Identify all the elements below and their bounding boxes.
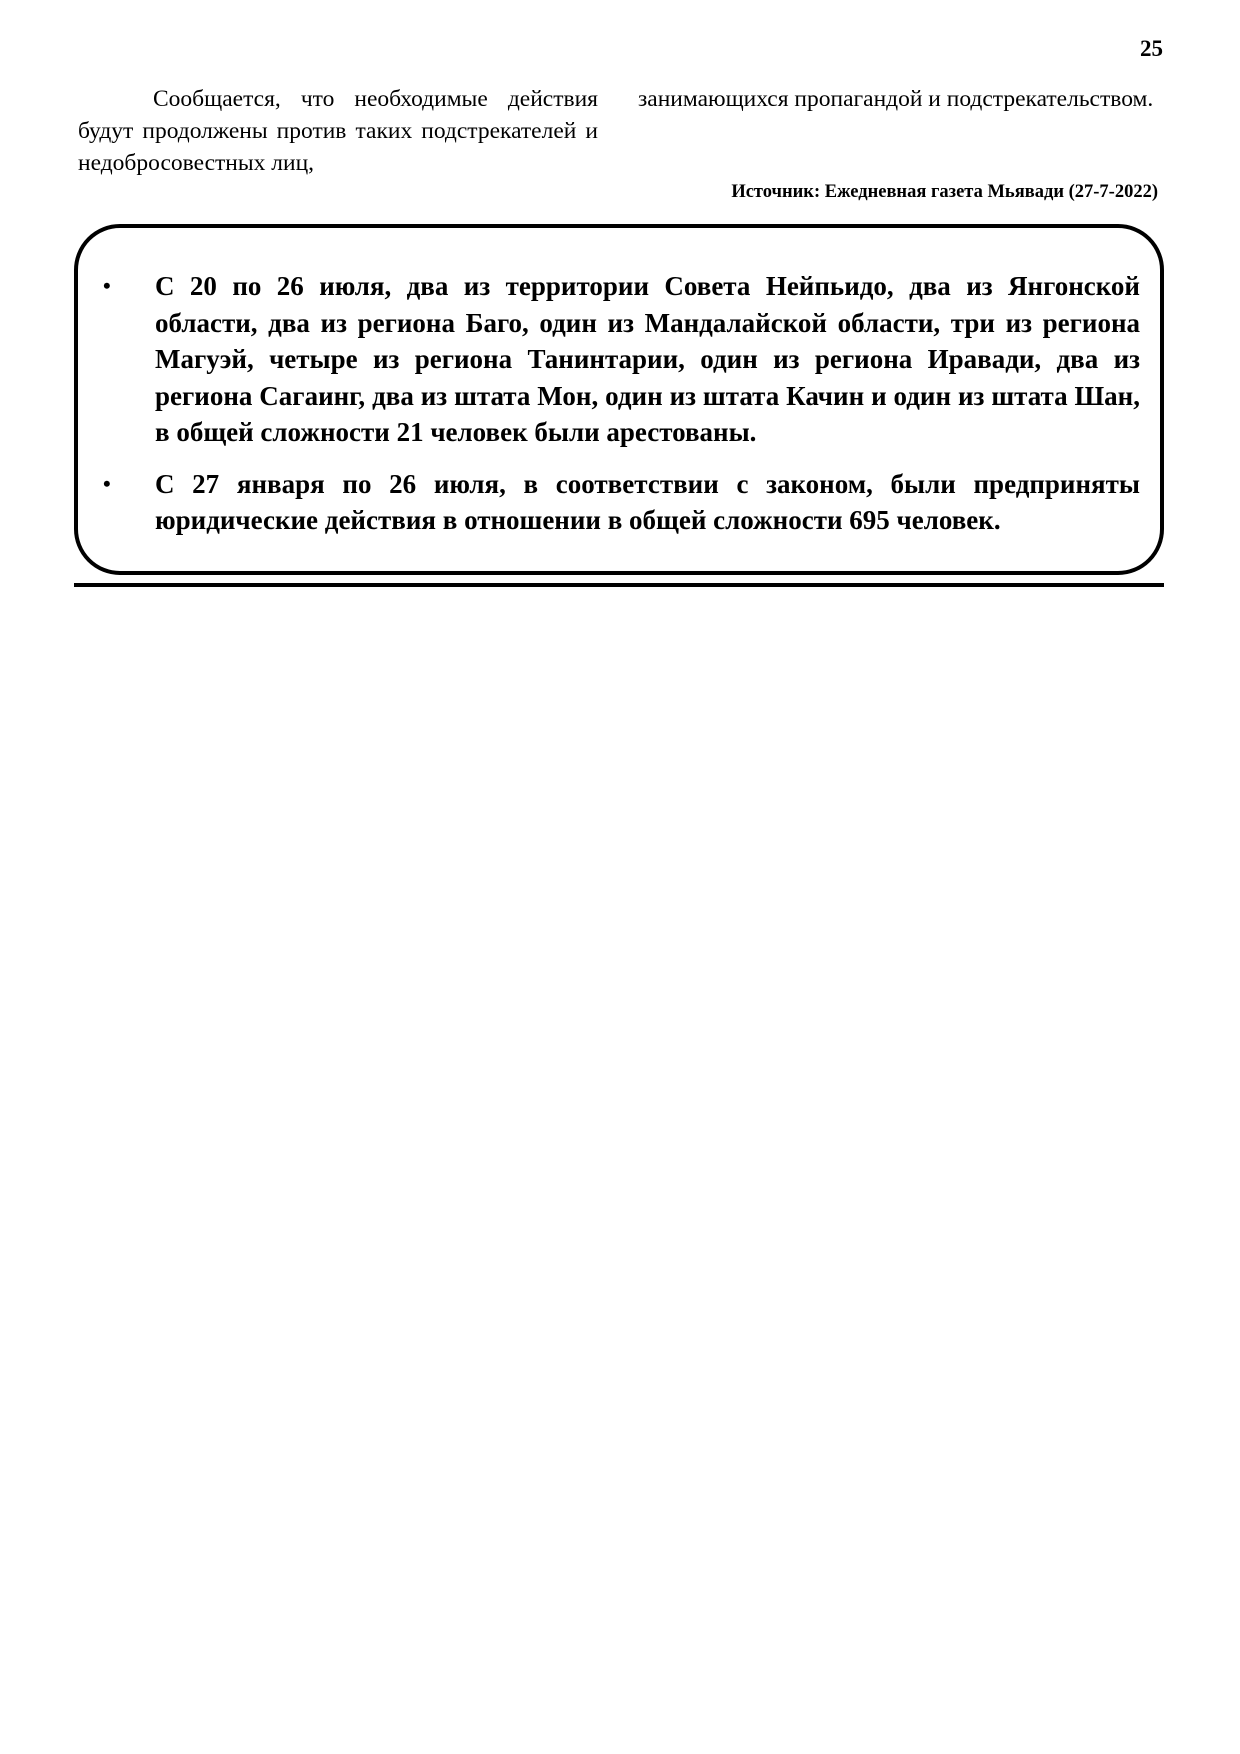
page-number: 25	[1140, 36, 1163, 61]
intro-column-right	[638, 83, 1158, 115]
source-citation: Источник: Ежедневная газета Мьявади (27-7-2022)	[731, 182, 1158, 202]
intro-column-left	[78, 83, 598, 179]
summary-item-arrests	[98, 268, 1140, 451]
intro-paragraph-start: Сообщается, что необходимые действия будут продолжены против таких подстрекателей и недобросовестных лиц,	[78, 86, 598, 176]
summary-box	[74, 224, 1164, 575]
intro-paragraph-end: занимающихся пропагандой и подстрекательством.	[638, 86, 1154, 112]
bullet-icon: •	[103, 470, 111, 496]
summary-item-legal-actions	[98, 466, 1140, 539]
summary-item-text: С 20 по 26 июля, два из территории Совета Нейпьидо, два из Янгонской области, два из региона Баго, один из Мандалайской области, три из региона Магуэй, четыре из региона Танинтарии, один из региона Иравади, два из региона Сагаинг, два из штата Мон, один из штата Качин и один из штата Шан, в общей сложности 21 человек были арестованы.	[155, 271, 1140, 447]
summary-item-text: С 27 января по 26 июля, в соответствии с законом, были предприняты юридические действия в отношении в общей сложности 695 человек.	[155, 468, 1140, 535]
summary-list	[98, 268, 1140, 554]
section-divider	[74, 583, 1164, 587]
bullet-icon: •	[103, 273, 111, 298]
